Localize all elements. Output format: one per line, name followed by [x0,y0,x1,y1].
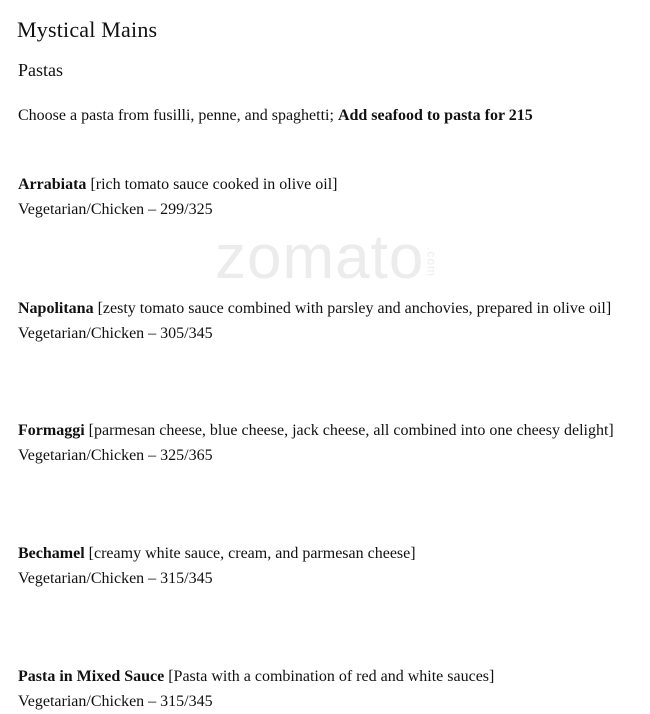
item-description: [Pasta with a combination of red and white sauces] [168,668,494,685]
menu-item [18,297,650,346]
item-description: [zesty tomato sauce combined with parsley and anchovies, prepared in olive oil] [98,300,612,317]
intro-plain: Choose a pasta from fusilli, penne, and spaghetti; [18,107,334,124]
item-price: Vegetarian/Chicken – 299/325 [18,198,650,223]
item-name: Pasta in Mixed Sauce [18,668,164,685]
item-name: Bechamel [18,545,85,562]
item-price: Vegetarian/Chicken – 315/345 [18,567,650,592]
item-description: [rich tomato sauce cooked in olive oil] [90,176,337,193]
menu-item [18,665,650,714]
watermark-text: zomato [215,223,424,292]
item-name: Arrabiata [18,176,86,193]
item-name: Napolitana [18,300,94,317]
item-name: Formaggi [18,422,85,439]
intro-bold: Add seafood to pasta for 215 [338,107,533,124]
item-description: [creamy white sauce, cream, and parmesan cheese] [89,545,416,562]
menu-item [18,173,650,222]
menu-title: Mystical Mains [17,17,157,43]
intro-text [18,107,650,125]
item-price: Vegetarian/Chicken – 305/345 [18,322,650,347]
item-description: [parmesan cheese, blue cheese, jack cheese, all combined into one cheesy delight] [89,422,614,439]
menu-item [18,542,650,591]
item-price: Vegetarian/Chicken – 315/345 [18,690,650,714]
menu-item [18,419,650,468]
watermark-suffix: .com [424,247,438,277]
section-heading: Pastas [18,60,63,81]
item-price: Vegetarian/Chicken – 325/365 [18,444,650,469]
zomato-watermark [215,222,438,293]
